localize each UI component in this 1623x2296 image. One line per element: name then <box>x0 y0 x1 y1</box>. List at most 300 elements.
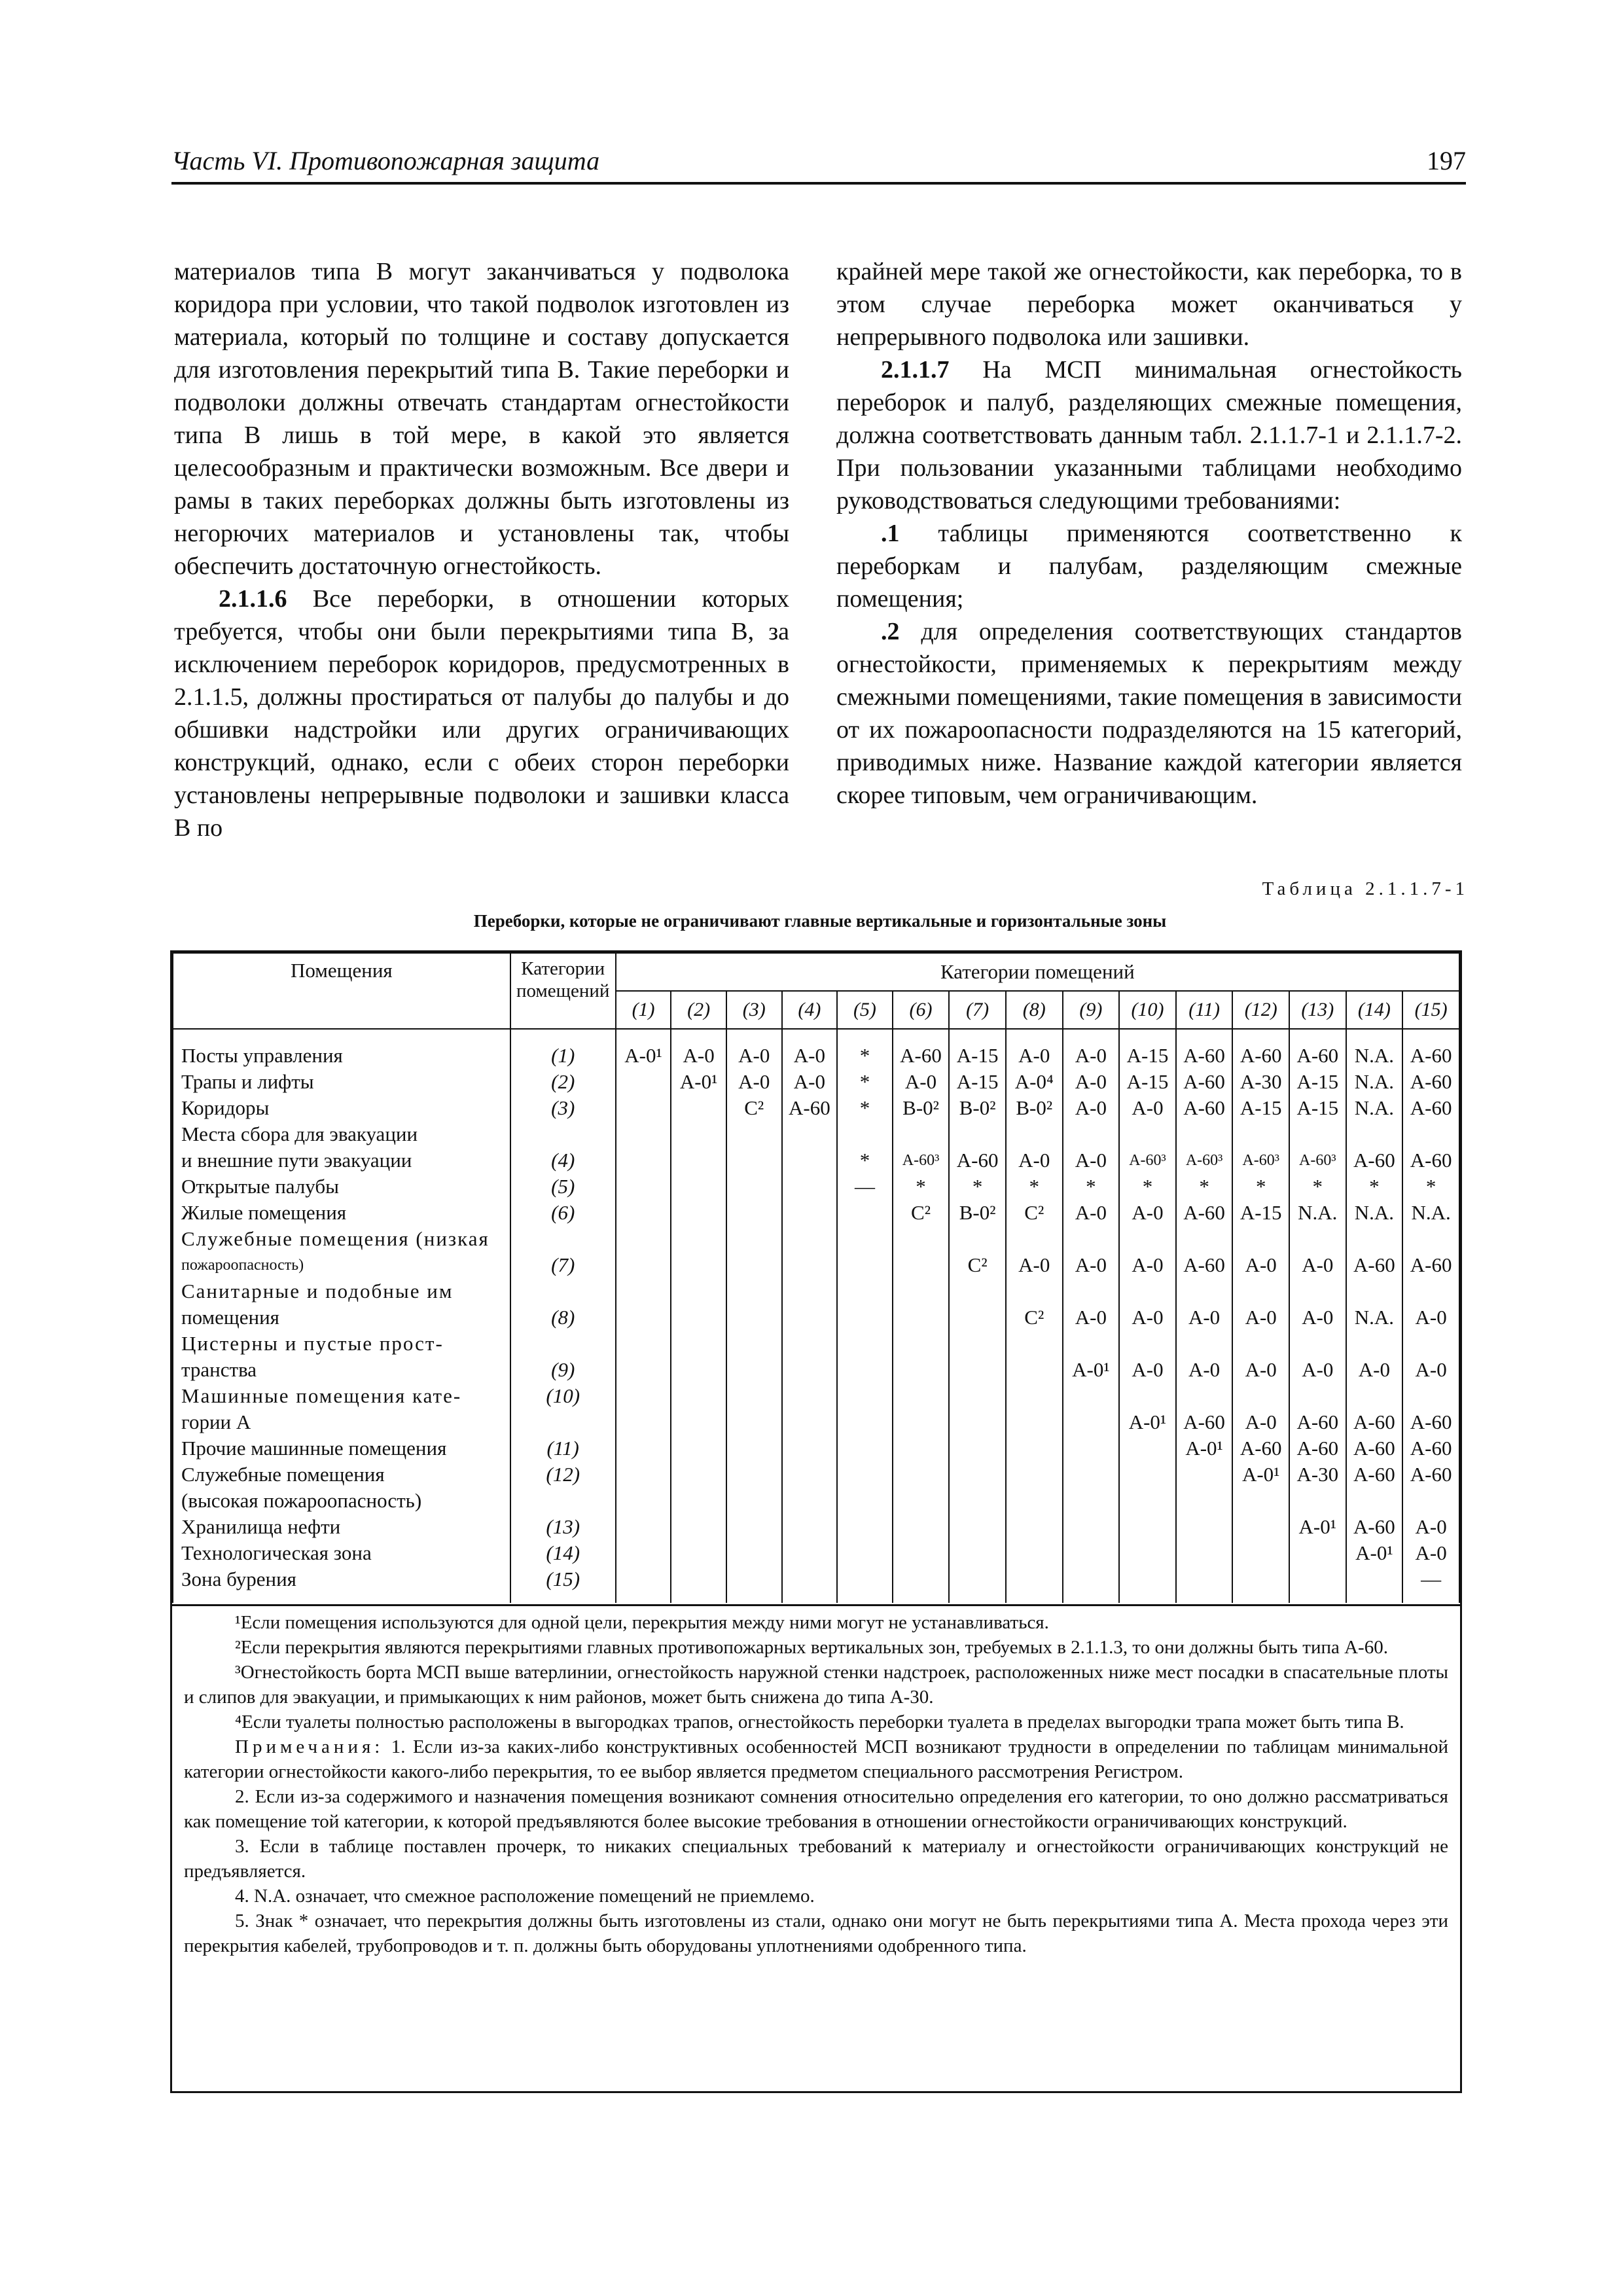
fire-rating-cell <box>1006 1278 1063 1304</box>
right-column <box>836 255 1462 812</box>
fire-rating-cell: A-0 <box>1402 1514 1459 1540</box>
fire-rating-cell: A-0 <box>1006 1252 1063 1278</box>
fire-rating-cell <box>949 1540 1006 1566</box>
fire-rating-cell: A-0 <box>1232 1304 1289 1331</box>
fire-rating-cell <box>1119 1462 1176 1488</box>
fire-rating-cell: A-0¹ <box>1289 1514 1346 1540</box>
left-paragraph-2 <box>174 583 789 844</box>
fire-rating-cell <box>1119 1121 1176 1147</box>
fire-rating-cell <box>893 1540 950 1566</box>
fire-rating-cell <box>726 1357 782 1383</box>
fire-rating-cell <box>893 1435 950 1462</box>
room-category <box>510 1488 616 1514</box>
fire-rating-cell <box>837 1304 893 1331</box>
fire-rating-cell <box>949 1357 1006 1383</box>
room-name: Трапы и лифты <box>173 1069 510 1095</box>
fire-rating-cell: A-60 <box>1176 1029 1233 1069</box>
table-row <box>173 1488 1459 1514</box>
fire-rating-cell: N.A. <box>1346 1069 1403 1095</box>
fire-rating-cell <box>616 1278 671 1304</box>
fire-rating-cell <box>1402 1331 1459 1357</box>
fire-rating-cell <box>1063 1514 1120 1540</box>
fire-rating-cell: A-0 <box>671 1029 726 1069</box>
fire-rating-cell: A-0 <box>1119 1357 1176 1383</box>
fire-rating-cell <box>616 1069 671 1095</box>
table-row <box>173 1514 1459 1540</box>
fire-rating-cell <box>671 1435 726 1462</box>
fire-rating-cell: A-60 <box>893 1029 950 1069</box>
room-name: Места сбора для эвакуации <box>173 1121 510 1147</box>
fire-rating-cell: * <box>1232 1174 1289 1200</box>
fire-rating-cell <box>782 1462 838 1488</box>
fire-rating-cell: A-15 <box>949 1029 1006 1069</box>
fire-rating-cell: A-60 <box>1176 1252 1233 1278</box>
room-category: (5) <box>510 1174 616 1200</box>
fire-rating-cell: * <box>1176 1174 1233 1200</box>
category-header: Категории помещений <box>510 953 616 1029</box>
fire-rating-cell <box>782 1200 838 1226</box>
fire-rating-cell <box>616 1409 671 1435</box>
fire-rating-cell <box>1232 1226 1289 1252</box>
room-category: (8) <box>510 1304 616 1331</box>
fire-rating-cell: — <box>837 1174 893 1200</box>
fire-rating-cell: A-0¹ <box>1232 1462 1289 1488</box>
room-categories-header: Категории помещений <box>616 953 1459 991</box>
fire-rating-cell <box>671 1252 726 1278</box>
fire-rating-cell <box>1289 1121 1346 1147</box>
fire-rating-cell <box>616 1488 671 1514</box>
fire-rating-cell <box>1232 1331 1289 1357</box>
table-row <box>173 1200 1459 1226</box>
fire-rating-cell <box>616 1357 671 1383</box>
fire-rating-cell: A-0 <box>1063 1200 1120 1226</box>
fire-rating-cell <box>671 1566 726 1603</box>
fire-rating-cell <box>949 1566 1006 1603</box>
fire-rating-cell <box>616 1540 671 1566</box>
fire-rating-cell: A-60 <box>1402 1435 1459 1462</box>
fire-rating-cell <box>726 1566 782 1603</box>
fire-rating-cell <box>837 1200 893 1226</box>
fire-rating-cell: A-0 <box>1289 1252 1346 1278</box>
fire-rating-cell <box>1289 1540 1346 1566</box>
fire-rating-cell <box>1289 1226 1346 1252</box>
note-3: 3. Если в таблице поставлен прочерк, то никаких специальных требований к материалу и огнестойкости ограничивающих конструкций не предъявляется. <box>184 1836 1448 1882</box>
fire-rating-cell: A-60 <box>1346 1409 1403 1435</box>
fire-rating-cell: A-60 <box>1176 1095 1233 1121</box>
fire-rating-cell: A-60 <box>1176 1200 1233 1226</box>
fire-rating-cell: * <box>837 1095 893 1121</box>
item-number: .1 <box>881 520 900 547</box>
table-row <box>173 1383 1459 1409</box>
fire-rating-cell <box>1006 1488 1063 1514</box>
fire-rating-cell <box>616 1121 671 1147</box>
fire-rating-cell <box>726 1514 782 1540</box>
right-paragraph-2 <box>836 353 1462 517</box>
fire-rating-cell <box>1232 1383 1289 1409</box>
fire-rating-cell <box>726 1147 782 1174</box>
left-paragraph-2-text: Все переборки, в отношении которых требуется, чтобы они были перекрытиями типа В, за исключением переборок коридоров, предусмотренных в 2.1.1.5, должны простираться от палубы до палубы и до обшивки надстройки или других ограничивающих конструкций, однако, если с обеих сторон переборки установлены непрерывные подволоки и зашивки класса В по <box>174 585 789 842</box>
room-name: Служебные помещения (низкая <box>173 1226 510 1252</box>
room-name: Коридоры <box>173 1095 510 1121</box>
fire-rating-cell: A-0 <box>1232 1357 1289 1383</box>
fire-rating-cell <box>671 1174 726 1200</box>
fire-rating-cell: A-0⁴ <box>1006 1069 1063 1095</box>
room-name: Посты управления <box>173 1029 510 1069</box>
fire-rating-cell <box>949 1304 1006 1331</box>
fire-rating-cell <box>1063 1409 1120 1435</box>
room-category: (13) <box>510 1514 616 1540</box>
room-name: Хранилища нефти <box>173 1514 510 1540</box>
fire-rating-cell <box>1063 1383 1120 1409</box>
fire-rating-cell <box>616 1226 671 1252</box>
room-name: гории A <box>173 1409 510 1435</box>
fire-rating-cell: A-60 <box>949 1147 1006 1174</box>
fire-rating-cell: A-0 <box>1119 1200 1176 1226</box>
fire-rating-cell: A-0 <box>893 1069 950 1095</box>
category-number: (8) <box>1006 991 1063 1029</box>
room-category <box>510 1409 616 1435</box>
fire-rating-cell <box>837 1226 893 1252</box>
fire-rating-cell: A-0¹ <box>616 1029 671 1069</box>
fire-rating-cell: A-0 <box>1063 1069 1120 1095</box>
table-row <box>173 1095 1459 1121</box>
fire-rating-cell <box>1402 1488 1459 1514</box>
fire-rating-cell <box>782 1331 838 1357</box>
fire-rating-cell <box>1346 1331 1403 1357</box>
room-category: (3) <box>510 1095 616 1121</box>
fire-rating-cell <box>1176 1462 1233 1488</box>
fire-rating-cell <box>671 1200 726 1226</box>
fire-rating-cell: A-15 <box>1119 1029 1176 1069</box>
fire-rating-cell: A-15 <box>1232 1200 1289 1226</box>
room-category: (14) <box>510 1540 616 1566</box>
fire-rating-cell: N.A. <box>1346 1095 1403 1121</box>
fire-rating-cell <box>616 1383 671 1409</box>
fire-rating-cell <box>671 1514 726 1540</box>
fire-rating-cell <box>893 1331 950 1357</box>
table-row <box>173 1069 1459 1095</box>
fire-rating-cell: A-0 <box>782 1069 838 1095</box>
fire-rating-cell: A-0 <box>1232 1252 1289 1278</box>
fire-rating-cell: * <box>1063 1174 1120 1200</box>
left-column <box>174 255 789 844</box>
room-name: Санитарные и подобные им <box>173 1278 510 1304</box>
fire-rating-cell: B-0² <box>949 1095 1006 1121</box>
fire-rating-cell <box>1346 1226 1403 1252</box>
fire-rating-cell <box>782 1566 838 1603</box>
fire-rating-cell: A-60 <box>782 1095 838 1121</box>
fire-rating-cell <box>1006 1121 1063 1147</box>
fire-rating-cell <box>1346 1278 1403 1304</box>
fire-rating-cell: A-60 <box>1346 1147 1403 1174</box>
fire-rating-cell <box>782 1383 838 1409</box>
fire-rating-cell <box>782 1121 838 1147</box>
fire-rating-cell <box>726 1278 782 1304</box>
fire-rating-cell <box>671 1095 726 1121</box>
fire-rating-cell <box>671 1331 726 1357</box>
fire-rating-cell: A-60³ <box>1119 1147 1176 1174</box>
fire-rating-cell: N.A. <box>1346 1029 1403 1069</box>
fire-rating-cell <box>893 1488 950 1514</box>
fire-rating-cell <box>1289 1488 1346 1514</box>
room-name: транства <box>173 1357 510 1383</box>
fire-rating-cell: A-15 <box>1119 1069 1176 1095</box>
clause-number: 2.1.1.6 <box>219 585 287 613</box>
table-row <box>173 1226 1459 1252</box>
room-name: Жилые помещения <box>173 1200 510 1226</box>
fire-rating-cell: * <box>837 1147 893 1174</box>
fire-rating-cell <box>616 1331 671 1357</box>
table-row <box>173 1121 1459 1147</box>
fire-rating-cell <box>1119 1488 1176 1514</box>
fire-rating-cell <box>782 1278 838 1304</box>
fire-rating-cell <box>1006 1409 1063 1435</box>
fire-rating-cell <box>726 1304 782 1331</box>
fire-rating-cell <box>1006 1540 1063 1566</box>
fire-rating-cell <box>1006 1383 1063 1409</box>
fire-rating-cell <box>1402 1121 1459 1147</box>
fire-rating-cell: A-60 <box>1346 1514 1403 1540</box>
fire-rating-cell <box>1289 1383 1346 1409</box>
fire-rating-cell: A-0 <box>1289 1357 1346 1383</box>
fire-rating-cell: C² <box>1006 1200 1063 1226</box>
fire-rating-cell <box>726 1174 782 1200</box>
fire-rating-cell <box>893 1304 950 1331</box>
fire-rating-cell: A-60³ <box>1289 1147 1346 1174</box>
fire-rating-cell: A-0¹ <box>671 1069 726 1095</box>
fire-rating-cell <box>671 1462 726 1488</box>
fire-rating-cell: A-60 <box>1346 1462 1403 1488</box>
fire-rating-cell <box>837 1488 893 1514</box>
fire-rating-cell <box>893 1383 950 1409</box>
fire-rating-cell: A-0 <box>782 1029 838 1069</box>
fire-rating-cell <box>1006 1331 1063 1357</box>
fire-rating-cell <box>949 1462 1006 1488</box>
fire-rating-cell: C² <box>726 1095 782 1121</box>
fire-rating-cell: A-60 <box>1232 1435 1289 1462</box>
table-frame <box>170 950 1462 2093</box>
table-row <box>173 1147 1459 1174</box>
table-row <box>173 1435 1459 1462</box>
fire-rating-cell: A-60 <box>1346 1435 1403 1462</box>
fire-rating-cell <box>949 1514 1006 1540</box>
room-name: пожароопасность) <box>173 1252 510 1278</box>
fire-rating-cell <box>726 1462 782 1488</box>
fire-rating-cell <box>671 1304 726 1331</box>
right-item-1 <box>836 517 1462 615</box>
note-4: 4. N.A. означает, что смежное расположение помещений не приемлемо. <box>235 1886 815 1907</box>
rooms-header: Помещения <box>173 953 510 1029</box>
room-category <box>510 1226 616 1252</box>
note-1-text: 1. Если из-за каких-либо конструктивных особенностей МСП возникают трудности в определении по таблицам минимальной категории огнестойкости какого-либо перекрытия, то ее выбор является предметом специального рассмотрения Регистром. <box>184 1736 1448 1782</box>
fire-rating-cell: A-0 <box>726 1069 782 1095</box>
fire-rating-cell: A-0 <box>1346 1357 1403 1383</box>
fire-rating-cell <box>782 1488 838 1514</box>
table-row <box>173 1566 1459 1603</box>
fire-integrity-table <box>172 952 1460 1603</box>
category-number: (13) <box>1289 991 1346 1029</box>
fire-rating-cell <box>1176 1226 1233 1252</box>
fire-rating-cell: * <box>1006 1174 1063 1200</box>
room-category: (15) <box>510 1566 616 1603</box>
category-number: (14) <box>1346 991 1403 1029</box>
fire-rating-cell <box>616 1252 671 1278</box>
fire-rating-cell <box>1176 1540 1233 1566</box>
fire-rating-cell: A-0¹ <box>1176 1435 1233 1462</box>
fire-rating-cell <box>949 1488 1006 1514</box>
fire-rating-cell <box>671 1383 726 1409</box>
fire-rating-cell: A-60 <box>1176 1409 1233 1435</box>
fire-rating-cell: A-60 <box>1402 1095 1459 1121</box>
fire-rating-cell <box>616 1566 671 1603</box>
fire-rating-cell <box>837 1435 893 1462</box>
fire-rating-cell <box>1232 1121 1289 1147</box>
fire-rating-cell: A-0 <box>1063 1252 1120 1278</box>
fire-rating-cell <box>1063 1566 1120 1603</box>
fire-rating-cell <box>1119 1435 1176 1462</box>
fire-rating-cell <box>616 1174 671 1200</box>
fire-rating-cell <box>726 1252 782 1278</box>
fire-rating-cell <box>837 1383 893 1409</box>
footnote-2: ²Если перекрытия являются перекрытиями главных противопожарных вертикальных зон, требуемых в 2.1.1.3, то они должны быть типа A-60. <box>235 1637 1388 1658</box>
fire-rating-cell: A-60 <box>1402 1147 1459 1174</box>
fire-rating-cell <box>837 1540 893 1566</box>
fire-rating-cell <box>893 1409 950 1435</box>
fire-rating-cell <box>782 1226 838 1252</box>
room-category: (1) <box>510 1029 616 1069</box>
fire-rating-cell: A-0¹ <box>1063 1357 1120 1383</box>
fire-rating-cell <box>1232 1278 1289 1304</box>
fire-rating-cell <box>726 1435 782 1462</box>
fire-rating-cell <box>837 1357 893 1383</box>
fire-rating-cell: B-0² <box>1006 1095 1063 1121</box>
fire-rating-cell: * <box>837 1029 893 1069</box>
fire-rating-cell <box>837 1566 893 1603</box>
notes-label: Примечания: <box>235 1736 384 1757</box>
fire-rating-cell <box>1402 1383 1459 1409</box>
room-name: Открытые палубы <box>173 1174 510 1200</box>
fire-rating-cell: A-0 <box>1176 1357 1233 1383</box>
fire-rating-cell <box>782 1540 838 1566</box>
fire-rating-cell <box>671 1488 726 1514</box>
fire-rating-cell: N.A. <box>1402 1200 1459 1226</box>
right-paragraph-2-text: На МСП минимальная огнестойкость переборок и палуб, разделяющих смежные помещения, должна соответствовать данным табл. 2.1.1.7-1 и 2.1.1.7-2. При пользовании указанными таблицами необходимо руководствоваться следующими требованиями: <box>836 356 1463 514</box>
room-category <box>510 1331 616 1357</box>
fire-rating-cell <box>671 1357 726 1383</box>
category-number: (1) <box>616 991 671 1029</box>
fire-rating-cell <box>1289 1278 1346 1304</box>
fire-rating-cell <box>782 1252 838 1278</box>
table-title: Переборки, которые не ограничивают главные вертикальные и горизонтальные зоны <box>473 911 1167 931</box>
fire-rating-cell: A-0 <box>1006 1147 1063 1174</box>
fire-rating-cell: N.A. <box>1346 1304 1403 1331</box>
fire-rating-cell <box>1063 1331 1120 1357</box>
table-notes <box>172 1604 1460 1958</box>
category-number: (9) <box>1063 991 1120 1029</box>
fire-rating-cell <box>893 1252 950 1278</box>
fire-rating-cell: A-0 <box>1402 1304 1459 1331</box>
room-name: Цистерны и пустые прост- <box>173 1331 510 1357</box>
table-row <box>173 1304 1459 1331</box>
fire-rating-cell <box>1119 1383 1176 1409</box>
room-name: и внешние пути эвакуации <box>173 1147 510 1174</box>
fire-rating-cell <box>1063 1226 1120 1252</box>
right-item-2-text: для определения соответствующих стандартов огнестойкости, применяемых к перекрытиям между смежными помещениями, такие помещения в зависимости от их пожароопасности подразделяются на 15 категорий, приводимых ниже. Название каждой категории является скорее типовым, чем ограничивающим. <box>836 618 1462 809</box>
note-2: 2. Если из-за содержимого и назначения помещения возникают сомнения относительно определения его категории, то оно должно рассматриваться как помещение той категории, к которой предъявляются более высокие требования в отношении огнестойкости ограничивающих конструкций. <box>184 1786 1448 1832</box>
fire-rating-cell <box>893 1278 950 1304</box>
footnote-1: ¹Если помещения используются для одной цели, перекрытия между ними могут не устанавливаться. <box>235 1612 1049 1633</box>
fire-rating-cell: A-15 <box>949 1069 1006 1095</box>
fire-rating-cell <box>671 1121 726 1147</box>
right-item-2 <box>836 615 1462 812</box>
room-name: Служебные помещения <box>173 1462 510 1488</box>
fire-rating-cell <box>782 1435 838 1462</box>
fire-rating-cell <box>1176 1383 1233 1409</box>
fire-rating-cell: A-0 <box>1063 1029 1120 1069</box>
fire-rating-cell <box>671 1278 726 1304</box>
fire-rating-cell: A-15 <box>1232 1095 1289 1121</box>
fire-rating-cell: A-60 <box>1402 1252 1459 1278</box>
fire-rating-cell: A-0 <box>1289 1304 1346 1331</box>
fire-rating-cell <box>893 1357 950 1383</box>
footnote-4: ⁴Если туалеты полностью расположены в выгородках трапов, огнестойкость переборки туалета в пределах выгородки трапа может быть типа В. <box>235 1712 1404 1732</box>
fire-rating-cell: A-60 <box>1176 1069 1233 1095</box>
fire-rating-cell <box>1232 1566 1289 1603</box>
category-number: (12) <box>1232 991 1289 1029</box>
right-item-1-text: таблицы применяются соответственно к переборкам и палубам, разделяющим смежные помещения; <box>836 520 1463 613</box>
fire-rating-cell <box>837 1278 893 1304</box>
fire-rating-cell <box>837 1514 893 1540</box>
fire-rating-cell <box>1232 1488 1289 1514</box>
category-number: (3) <box>726 991 782 1029</box>
fire-rating-cell <box>726 1540 782 1566</box>
fire-rating-cell: * <box>1346 1174 1403 1200</box>
fire-rating-cell <box>616 1462 671 1488</box>
room-name: (высокая пожароопасность) <box>173 1488 510 1514</box>
table-row <box>173 1409 1459 1435</box>
fire-rating-cell <box>671 1147 726 1174</box>
fire-rating-cell: — <box>1402 1566 1459 1603</box>
room-name: Зона бурения <box>173 1566 510 1603</box>
room-name: Машинные помещения кате- <box>173 1383 510 1409</box>
fire-rating-cell: N.A. <box>1346 1200 1403 1226</box>
fire-rating-cell <box>1063 1121 1120 1147</box>
fire-rating-cell: * <box>893 1174 950 1200</box>
fire-rating-cell: A-15 <box>1289 1069 1346 1095</box>
table-row <box>173 1540 1459 1566</box>
fire-rating-cell: A-0¹ <box>1119 1409 1176 1435</box>
fire-rating-cell <box>893 1462 950 1488</box>
fire-rating-cell <box>1176 1488 1233 1514</box>
fire-rating-cell: A-0 <box>1402 1357 1459 1383</box>
fire-rating-cell <box>1006 1566 1063 1603</box>
fire-rating-cell <box>949 1226 1006 1252</box>
note-5: 5. Знак * означает, что перекрытия должны быть изготовлены из стали, однако они могут не быть перекрытиями типа A. Места прохода через эти перекрытия кабелей, трубопроводов и т. п. должны быть оборудованы уплотнениями одобренного типа. <box>184 1910 1448 1956</box>
fire-rating-cell <box>949 1278 1006 1304</box>
fire-rating-cell: N.A. <box>1289 1200 1346 1226</box>
note-1 <box>184 1734 1448 1784</box>
room-category <box>510 1278 616 1304</box>
fire-rating-cell <box>837 1409 893 1435</box>
fire-rating-cell <box>1063 1488 1120 1514</box>
fire-rating-cell <box>1006 1226 1063 1252</box>
fire-rating-cell: A-15 <box>1289 1095 1346 1121</box>
fire-rating-cell <box>1176 1566 1233 1603</box>
fire-rating-cell <box>782 1174 838 1200</box>
fire-rating-cell: A-60 <box>1289 1029 1346 1069</box>
fire-rating-cell <box>782 1514 838 1540</box>
fire-rating-cell: B-0² <box>949 1200 1006 1226</box>
